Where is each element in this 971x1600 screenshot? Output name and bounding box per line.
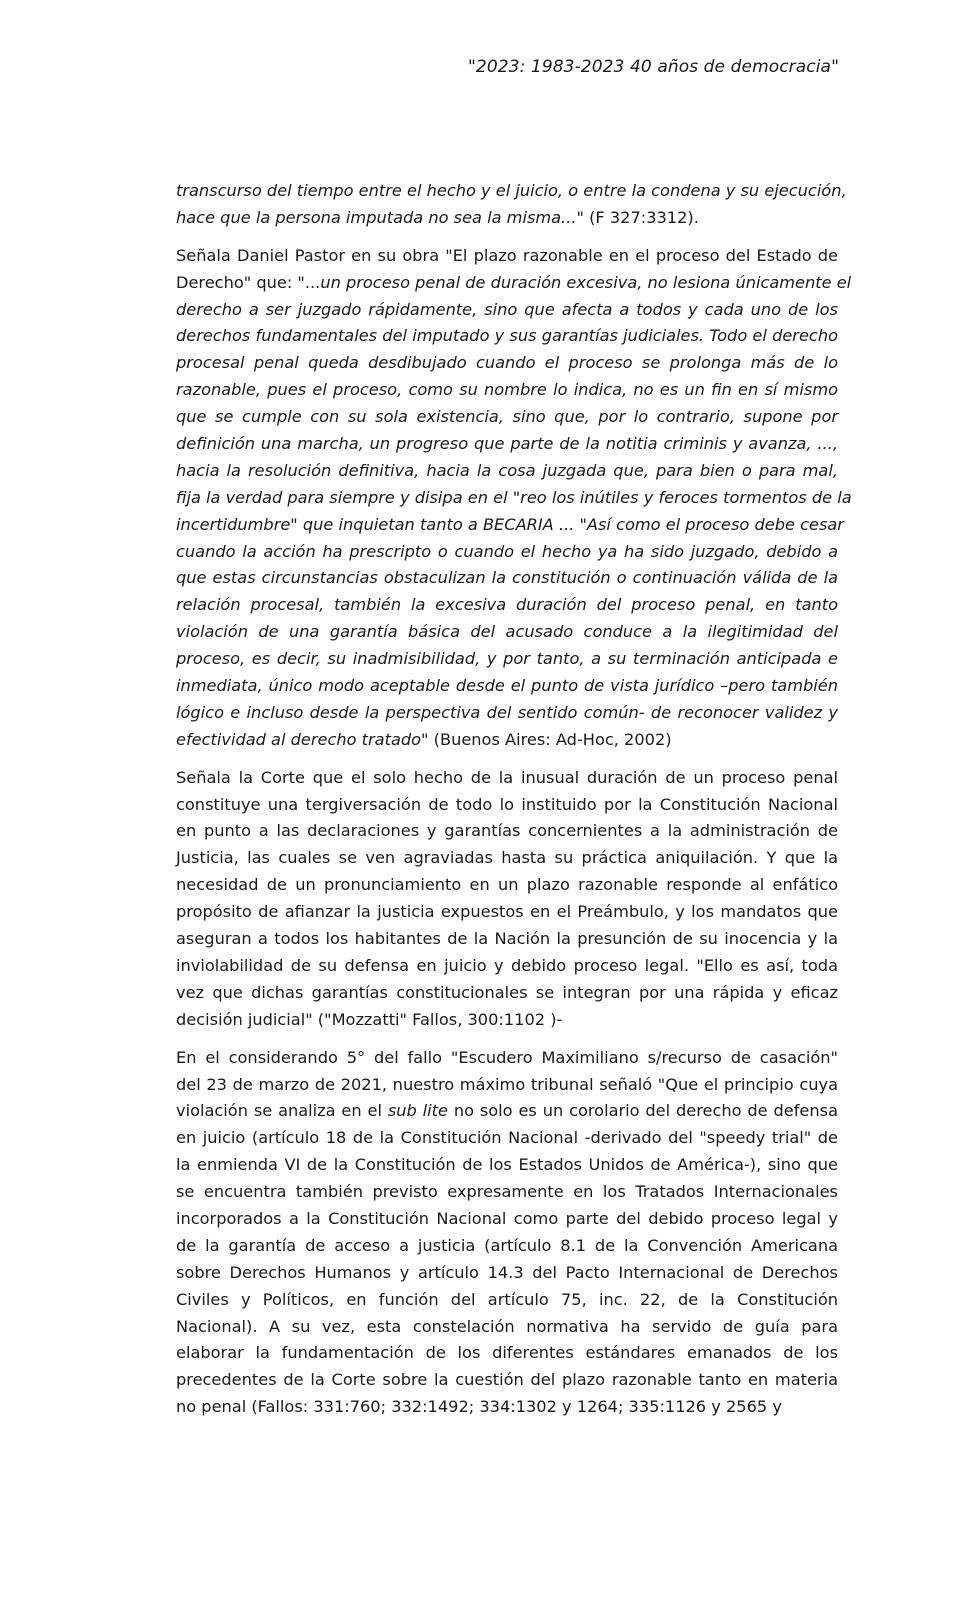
text-line [176, 1287, 838, 1314]
text-run: de la garantía de acceso a justicia (artículo 8.1 de la Convención Americana [176, 1235, 838, 1255]
text-line [176, 619, 838, 646]
text-line [176, 1072, 838, 1099]
text-run: Señala la Corte que el solo hecho de la inusual duración de un proceso penal [176, 767, 838, 787]
text-run: del 23 de marzo de 2021, nuestro máximo tribunal señaló "Que el principio cuya [176, 1074, 838, 1094]
text-line [176, 431, 838, 458]
text-run: En el considerando 5° del fallo "Escudero Maximiliano s/recurso de casación" [176, 1047, 838, 1067]
document-body [176, 178, 852, 1433]
text-line [176, 646, 838, 673]
paragraph-corte-mozzatti [176, 765, 838, 1034]
italic-text-run: un proceso penal de duración excesiva, no lesiona únicamente el [320, 272, 852, 292]
text-run: en juicio (artículo 18 de la Constitución Nacional -derivado del "speedy trial" de [176, 1128, 838, 1148]
text-line [176, 765, 838, 792]
text-line [176, 350, 838, 377]
text-run: vez que dichas garantías constitucionales se integran por una rápida y eficaz [176, 982, 838, 1002]
italic-text-run: razonable, pues el proceso, como su nombre lo indica, no es un fin en sí mismo [176, 380, 838, 400]
text-line [176, 1045, 838, 1072]
text-run: necesidad de un pronunciamiento en un plazo razonable responde al enfático [176, 875, 838, 895]
italic-text-run: fija la verdad para siempre y disipa en el "reo los inútiles y feroces tormentos de la [176, 487, 852, 507]
text-line [176, 512, 844, 539]
text-line [176, 673, 838, 700]
text-line [176, 243, 838, 270]
text-line [176, 1367, 838, 1394]
text-line [176, 1260, 838, 1287]
italic-text-run: que se cumple con su sola existencia, sino que, por lo contrario, supone por [176, 407, 838, 427]
italic-text-run: transcurso del tiempo entre el hecho y el juicio, o entre la condena y su ejecución, [176, 181, 847, 200]
text-line [176, 1152, 838, 1179]
text-run: propósito de afianzar la justicia expuestos en el Preámbulo, y los mandatos que [176, 902, 838, 922]
italic-text-run: hacia la resolución definitiva, hacia la cosa juzgada que, para bien o para mal, [176, 460, 838, 480]
text-run: " (F 327:3312). [576, 207, 699, 227]
text-run: no penal (Fallos: 331:760; 332:1492; 334:1302 y 1264; 335:1126 y 2565 y [176, 1397, 782, 1417]
text-line [176, 178, 847, 205]
text-line [176, 1125, 838, 1152]
italic-text-run: sub lite [387, 1101, 448, 1121]
text-line [176, 565, 838, 592]
text-run: no solo es un corolario del derecho de defensa [447, 1101, 839, 1121]
text-line [176, 727, 838, 754]
italic-text-run: cuando la acción ha prescripto o cuando el hecho ya ha sido juzgado, debido a [176, 541, 838, 561]
text-run: constituye una tergiversación de todo lo instituido por la Constitución Nacional [176, 794, 838, 814]
text-run: inviolabilidad de su defensa en juicio y debido proceso legal. "Ello es así, toda [176, 955, 838, 975]
text-line [176, 404, 838, 431]
text-run: Justicia, las cuales se ven agraviadas hasta su práctica aniquilación. Y que la [176, 848, 838, 868]
text-run: violación se analiza en el [176, 1101, 388, 1121]
text-line [176, 818, 838, 845]
text-run: decisión judicial" ("Mozzatti" Fallos, 300:1102 )- [176, 1009, 563, 1029]
paragraph-continuation-quote [176, 178, 847, 232]
text-line [176, 872, 838, 899]
text-line [176, 792, 838, 819]
paragraph-escudero [176, 1045, 838, 1421]
text-line [176, 270, 852, 297]
italic-text-run: lógico e incluso desde la perspectiva del sentido común- de reconocer validez y [176, 702, 838, 722]
text-run: incorporados a la Constitución Nacional como parte del debido proceso legal y [176, 1208, 838, 1228]
text-line [176, 377, 838, 404]
text-line [176, 297, 838, 324]
text-line [176, 700, 838, 727]
text-line [176, 980, 838, 1007]
italic-text-run: incertidumbre" que inquietan tanto a BECARIA ... "Así como el proceso debe cesar [176, 514, 844, 534]
text-run: Señala Daniel Pastor en su obra "El plazo razonable en el proceso del Estado de [176, 245, 838, 265]
text-line [176, 1007, 838, 1034]
text-line [176, 1340, 838, 1367]
text-run: Derecho" que: "... [176, 272, 321, 292]
text-line [176, 926, 838, 953]
text-run: Civiles y Políticos, en función del artículo 75, inc. 22, de la Constitución [176, 1289, 838, 1309]
italic-text-run: derecho a ser juzgado rápidamente, sino que afecta a todos y cada uno de los [176, 299, 838, 319]
text-line [176, 1314, 838, 1341]
text-line [176, 539, 838, 566]
text-run: en punto a las declaraciones y garantías concernientes a la administración de [176, 821, 838, 841]
text-line [176, 458, 838, 485]
text-run: se encuentra también previsto expresamente en los Tratados Internacionales [176, 1182, 838, 1202]
paragraph-pastor-quote [176, 243, 852, 754]
text-line [176, 1394, 838, 1421]
italic-text-run: definición una marcha, un progreso que parte de la notitia criminis y avanza, ..., [176, 434, 838, 454]
text-run: Nacional). A su vez, esta constelación normativa ha servido de guía para [176, 1316, 838, 1336]
text-run: la enmienda VI de la Constitución de los Estados Unidos de América-), sino que [176, 1155, 838, 1175]
text-line [176, 1206, 838, 1233]
italic-text-run: proceso, es decir, su inadmisibilidad, y por tanto, a su terminación anticipada e [176, 649, 838, 669]
text-line [176, 845, 838, 872]
text-line [176, 1179, 838, 1206]
text-line [176, 205, 838, 232]
text-line [176, 953, 838, 980]
text-run: elaborar la fundamentación de los diferentes estándares emanados de los [176, 1343, 838, 1363]
text-run: aseguran a todos los habitantes de la Nación la presunción de su inocencia y la [176, 929, 838, 949]
italic-text-run: que estas circunstancias obstaculizan la constitución o continuación válida de la [176, 568, 838, 588]
italic-text-run: procesal penal queda desdibujado cuando el proceso se prolonga más de lo [176, 353, 838, 373]
text-line [176, 1098, 838, 1125]
italic-text-run: relación procesal, también la excesiva duración del proceso penal, en tanto [176, 595, 838, 615]
italic-text-run: efectividad al derecho tratado" [176, 729, 429, 749]
italic-text-run: hace que la persona imputada no sea la misma... [176, 207, 577, 227]
text-line [176, 899, 838, 926]
text-line [176, 1233, 838, 1260]
text-line [176, 323, 838, 350]
italic-text-run: derechos fundamentales del imputado y sus garantías judiciales. Todo el derecho [176, 326, 838, 346]
text-run: precedentes de la Corte sobre la cuestión del plazo razonable tanto en materia [176, 1370, 838, 1390]
page-header-motto: "2023: 1983-2023 40 años de democracia" [468, 57, 839, 77]
italic-text-run: inmediata, único modo aceptable desde el punto de vista jurídico –pero también [176, 676, 838, 696]
text-run: sobre Derechos Humanos y artículo 14.3 del Pacto Internacional de Derechos [176, 1262, 838, 1282]
text-line [176, 592, 838, 619]
text-line [176, 485, 852, 512]
text-run: (Buenos Aires: Ad-Hoc, 2002) [428, 729, 672, 749]
italic-text-run: violación de una garantía básica del acusado conduce a la ilegitimidad del [176, 622, 838, 642]
